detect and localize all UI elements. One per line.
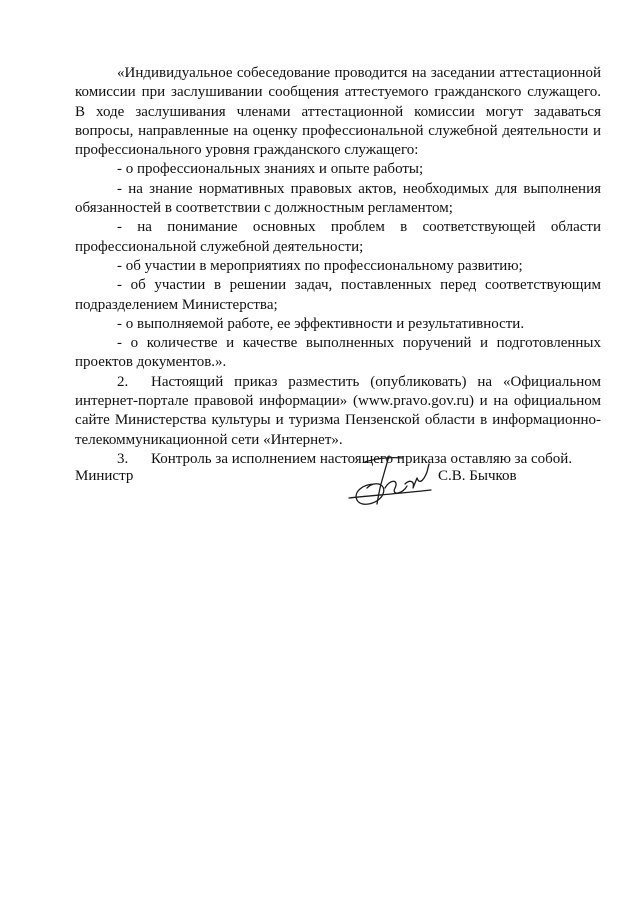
list-item: - на знание нормативных правовых актов, необходимых для выполнения обязанностей в соответствии с должностным регламентом; [75,180,601,217]
paragraph-number: 3. [117,450,129,467]
list-item: - о профессиональных знаниях и опыте работы; [117,161,424,178]
signer-name: С.В. Бычков [438,468,517,484]
paragraph-text: Настоящий приказ разместить (опубликовать) на «Официальном интернет-портале правовой информации» (www.pravo.gov.ru) и на официальном сайте Министерства культуры и туризма Пензенской области в информационно-телекоммуникационной сети «Интернет». [75,373,601,448]
list-item: - на понимание основных проблем в соответствующей области профессиональной служебной деятельности; [75,219,601,255]
list-item: - об участии в решении задач, поставленных перед соответствующим подразделением Министерства; [75,277,601,313]
signer-position: Министр [75,468,134,484]
list-item: - о выполняемой работе, ее эффективности и результативности. [117,315,525,332]
paragraph-number: 2. [117,373,129,390]
quote-paragraph: «Индивидуальное собеседование проводится на заседании аттестационной комиссии при заслушивании сообщения аттестуемого гражданского служащего. В ходе заслушивания членами аттестационной комиссии могут задаваться вопросы, направленные на оценку профессиональной служебной деятельности и профессионального уровня гражданского служащего: [75,65,601,159]
paragraph-text: Контроль за исполнением настоящего приказа оставляю за собой. [151,450,573,467]
signature-block [75,456,601,516]
list-item: - о количестве и качестве выполненных поручений и подготовленных проектов документов.». [75,335,601,371]
numbered-paragraph-2 [75,373,601,450]
document-body [75,64,601,469]
list-item: - об участии в мероприятиях по профессиональному развитию; [117,257,523,274]
handwritten-signature [345,454,435,512]
